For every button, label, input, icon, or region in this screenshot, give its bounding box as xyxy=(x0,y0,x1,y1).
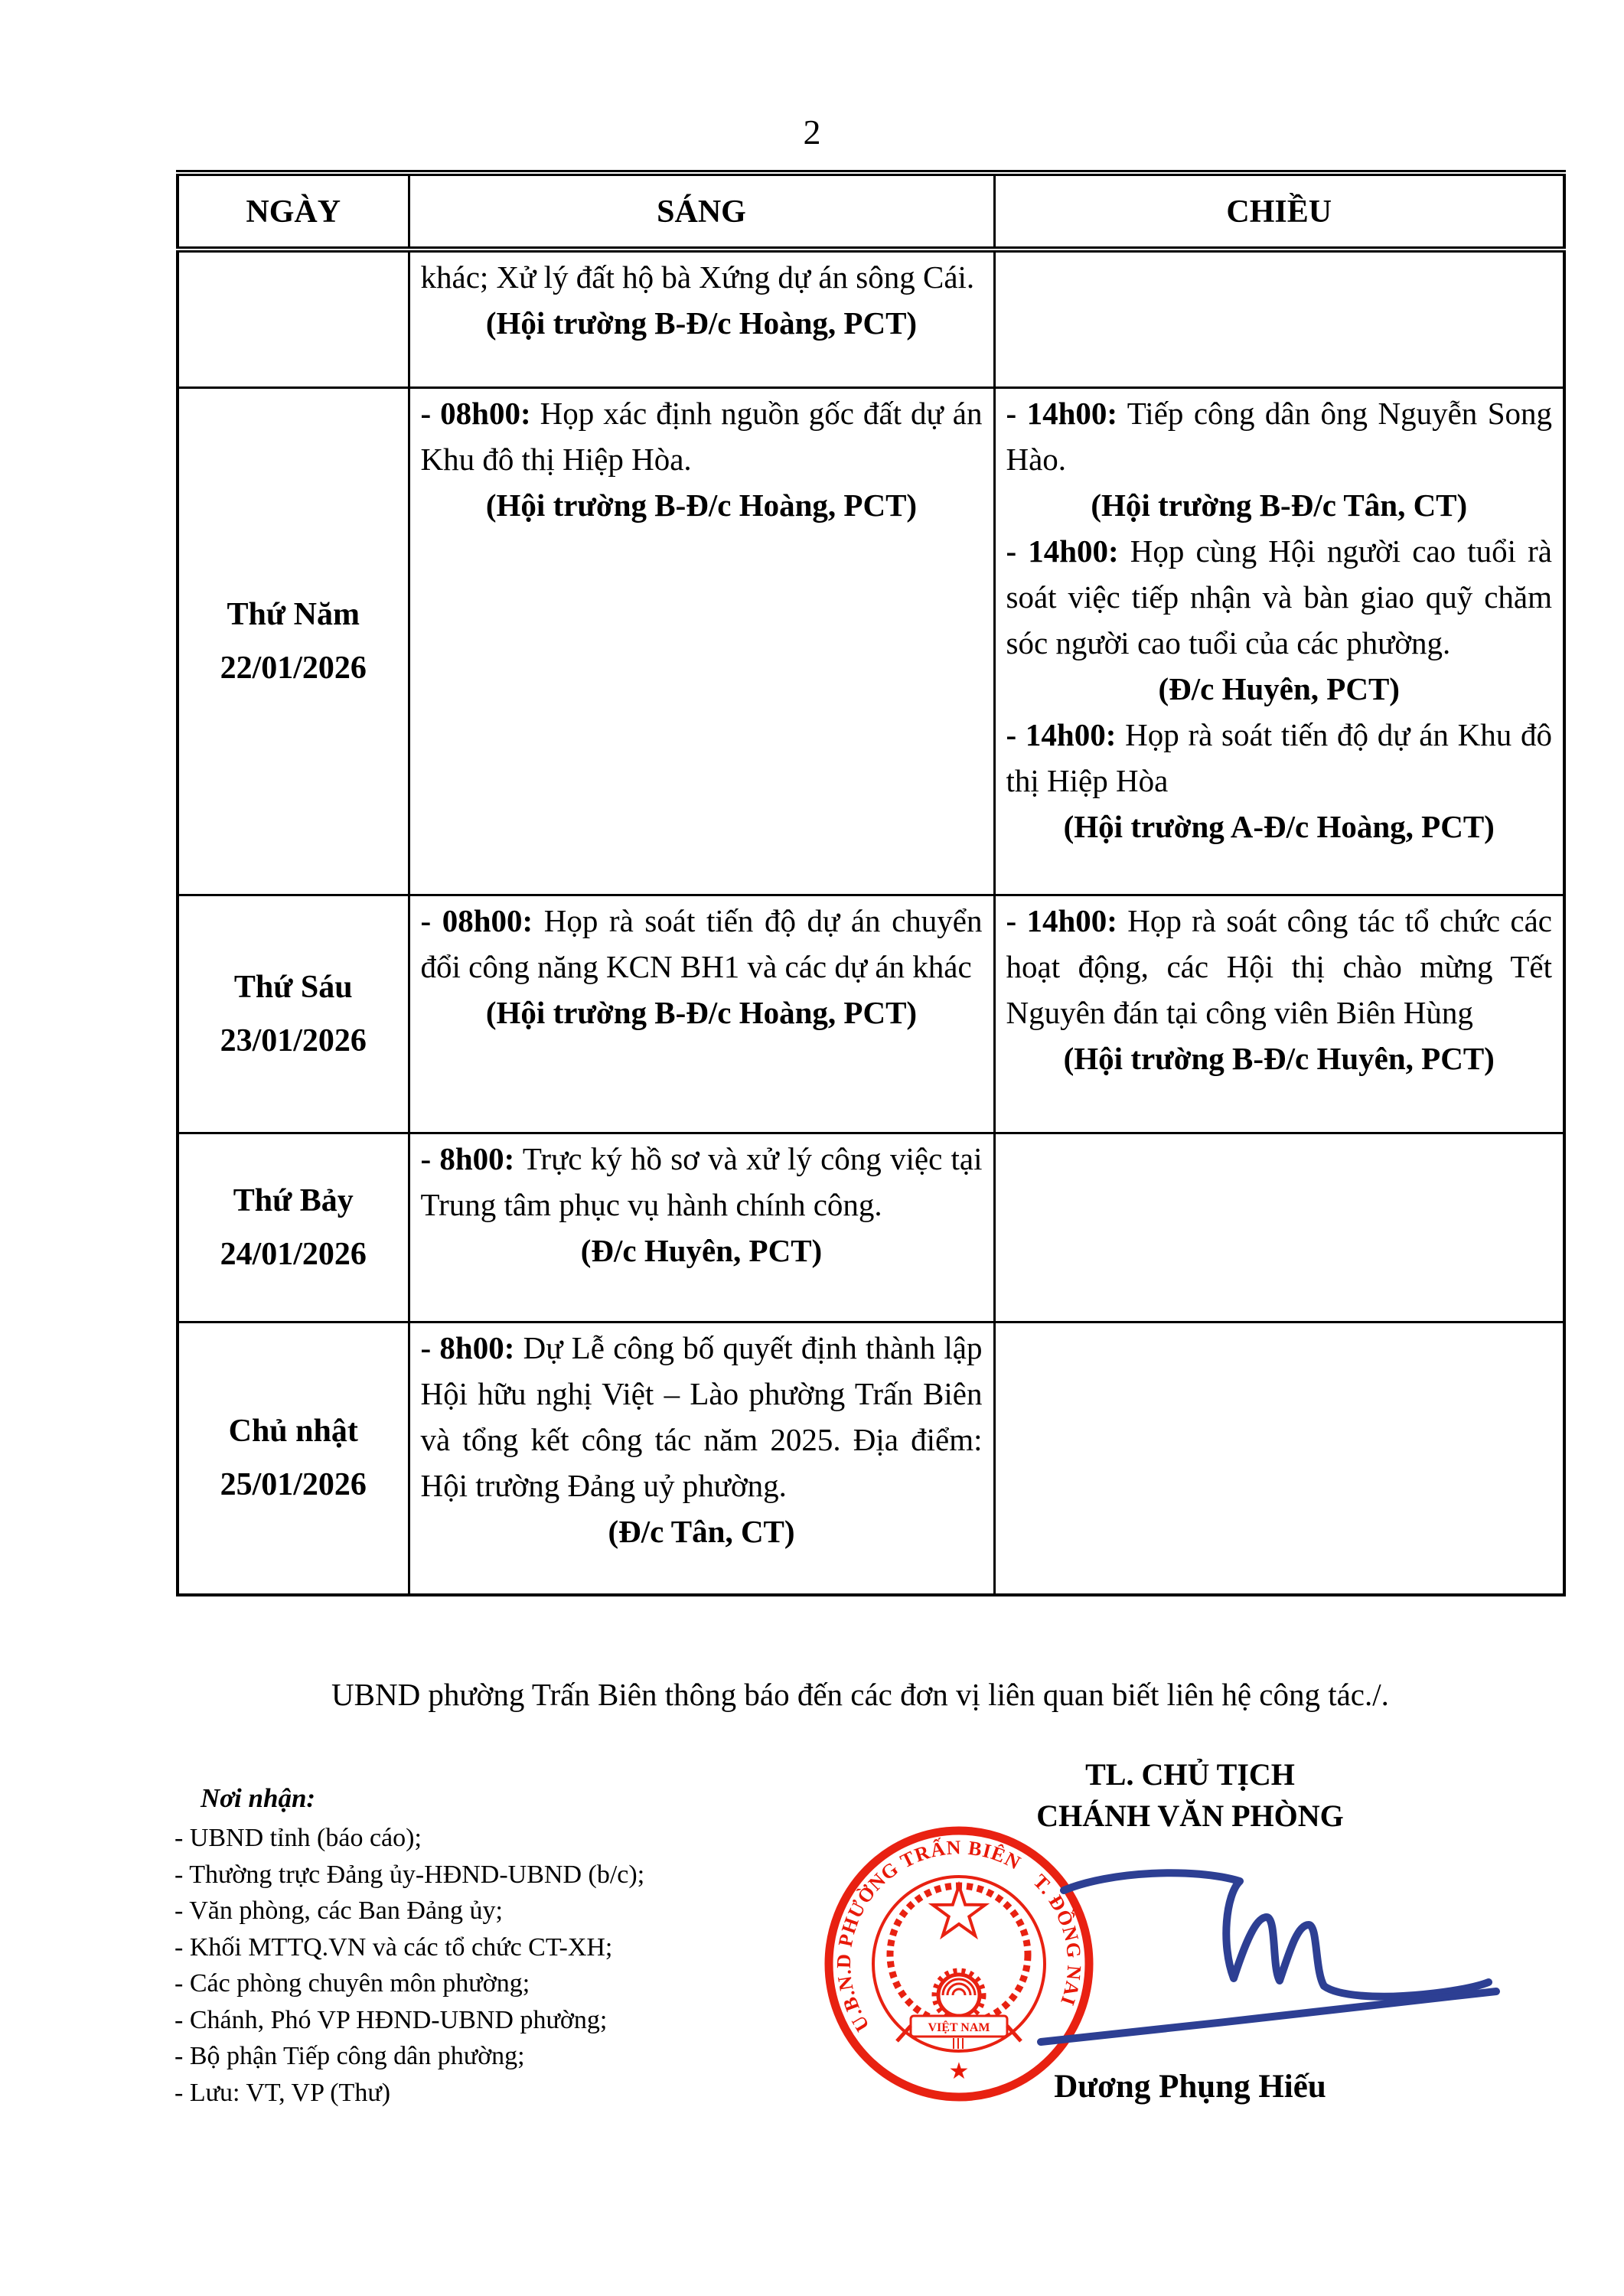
column-header-1: SÁNG xyxy=(409,173,994,249)
schedule-entry xyxy=(1006,666,1553,712)
schedule-entry xyxy=(421,898,983,990)
recipient-item: - UBND tỉnh (báo cáo); xyxy=(174,1824,422,1852)
schedule-table xyxy=(176,170,1566,1596)
page-number: 2 xyxy=(803,113,821,152)
stamp-ring-text: U.B.N.D PHƯỜNG TRẤN BIÊN xyxy=(832,1836,1025,2036)
signer-authority: TL. CHỦ TỊCH xyxy=(1085,1757,1295,1792)
signer-role: CHÁNH VĂN PHÒNG xyxy=(1036,1799,1344,1833)
schedule-entry xyxy=(421,1325,983,1508)
entry-time-or-venue: - 14h00: xyxy=(1006,902,1117,938)
schedule-entry xyxy=(421,1508,983,1554)
schedule-entry xyxy=(1006,528,1553,666)
schedule-entry xyxy=(421,390,983,482)
schedule-entry xyxy=(1006,390,1553,482)
recipient-item: - Khối MTTQ.VN và các tổ chức CT-XH; xyxy=(174,1932,613,1962)
schedule-entry xyxy=(421,990,983,1035)
entry-time-or-venue: - 8h00: xyxy=(420,1140,515,1176)
schedule-entry xyxy=(1006,804,1553,850)
signature-underline-stroke xyxy=(1041,1991,1496,2042)
morning-cell xyxy=(409,249,994,387)
recipients-list xyxy=(174,1820,644,2111)
entry-time-or-venue: - 14h00: xyxy=(1006,533,1119,569)
day-cell xyxy=(178,1133,409,1322)
stamp-banner-text: VIỆT NAM xyxy=(928,2021,990,2034)
entry-text: Họp xác định nguồn gốc đất dự án Khu đô thị Hiệp Hòa. xyxy=(420,395,983,477)
entry-time-or-venue: (Hội trường A-Đ/c Hoàng, PCT) xyxy=(1063,808,1495,844)
entry-time-or-venue: (Hội trường B-Đ/c Hoàng, PCT) xyxy=(485,305,918,341)
recipient-item: - Lưu: VT, VP (Thư) xyxy=(174,2078,391,2107)
entry-time-or-venue: (Hội trường B-Đ/c Hoàng, PCT) xyxy=(485,487,918,523)
afternoon-cell xyxy=(994,895,1564,1133)
recipient-item: - Bộ phận Tiếp công dân phường; xyxy=(174,2042,525,2070)
day-cell xyxy=(178,387,409,895)
entry-time-or-venue: (Hội trường B-Đ/c Hoàng, PCT) xyxy=(485,994,918,1030)
stamp-star-icon xyxy=(933,1886,985,1936)
day-label: Thứ Năm xyxy=(227,596,360,632)
recipient-item: - Thường trực Đảng ủy-HĐND-UBND (b/c); xyxy=(174,1860,645,1889)
recipient-item: - Các phòng chuyên môn phường; xyxy=(174,1969,530,1998)
entry-time-or-venue: (Hội trường B-Đ/c Huyên, PCT) xyxy=(1063,1040,1495,1076)
morning-cell xyxy=(409,387,994,895)
date-label: 22/01/2026 xyxy=(220,650,367,686)
table-row xyxy=(178,1322,1564,1595)
header-row xyxy=(178,173,1564,249)
entry-text: khác; Xử lý đất hộ bà Xứng dự án sông Cái. xyxy=(420,259,975,295)
morning-cell xyxy=(409,1133,994,1322)
day-label: Thứ Sáu xyxy=(233,969,353,1005)
day-label: Thứ Bảy xyxy=(233,1182,354,1218)
schedule-entry xyxy=(421,300,983,346)
schedule-entry xyxy=(421,254,983,300)
afternoon-cell xyxy=(994,387,1564,895)
schedule-body xyxy=(178,249,1564,1595)
entry-text: Họp rà soát tiến độ dự án chuyển đổi công năng KCN BH1 và các dự án khác xyxy=(420,902,983,984)
schedule-entry xyxy=(1006,1035,1553,1081)
table-row xyxy=(178,249,1564,387)
schedule-entry xyxy=(1006,712,1553,804)
schedule-entry xyxy=(1006,898,1553,1035)
afternoon-cell xyxy=(994,1133,1564,1322)
recipients-title: Nơi nhận: xyxy=(201,1783,316,1813)
recipient-item: - Chánh, Phó VP HĐND-UBND phường; xyxy=(174,2005,608,2034)
schedule-entry xyxy=(421,482,983,528)
morning-cell xyxy=(409,1322,994,1595)
entry-text: Dự Lễ công bố quyết định thành lập Hội hữu nghị Việt – Lào phường Trấn Biên và tổng kết công tác năm 2025. Địa điểm: Hội trường Đảng uỷ phường. xyxy=(420,1329,983,1503)
entry-time-or-venue: - 8h00: xyxy=(420,1329,515,1365)
closing-paragraph: UBND phường Trấn Biên thông báo đến các đơn vị liên quan biết liên hệ công tác./. xyxy=(331,1677,1389,1712)
schedule-entry xyxy=(421,1228,983,1274)
entry-text: Họp cùng Hội người cao tuổi rà soát việc tiếp nhận và bàn giao quỹ chăm sóc người cao tuổi của các phường. xyxy=(1006,533,1552,660)
date-label: 23/01/2026 xyxy=(220,1022,367,1058)
entry-time-or-venue: - 14h00: xyxy=(1006,395,1118,431)
day-cell xyxy=(178,249,409,387)
entry-time-or-venue: - 08h00: xyxy=(420,902,533,938)
date-label: 25/01/2026 xyxy=(220,1467,367,1503)
entry-time-or-venue: (Đ/c Huyên, PCT) xyxy=(580,1232,823,1268)
stamp-bottom-star-icon: ★ xyxy=(948,2059,970,2084)
entry-time-or-venue: - 14h00: xyxy=(1006,716,1117,752)
day-label: Chủ nhật xyxy=(228,1414,358,1450)
date-label: 24/01/2026 xyxy=(220,1236,367,1272)
table-row xyxy=(178,387,1564,895)
column-header-2: CHIỀU xyxy=(994,173,1564,249)
column-header-0: NGÀY xyxy=(178,173,409,249)
entry-text: Tiếp công dân ông Nguyễn Song Hào. xyxy=(1006,395,1552,477)
signature-handwriting xyxy=(980,1852,1515,2059)
table-row xyxy=(178,895,1564,1133)
schedule-entry xyxy=(1006,482,1553,528)
entry-time-or-venue: (Hội trường B-Đ/c Tân, CT) xyxy=(1091,487,1468,523)
stamp-province-text: T. ĐỒNG NAI xyxy=(1029,1870,1086,2009)
entry-time-or-venue: (Đ/c Tân, CT) xyxy=(608,1513,795,1549)
entry-text: Họp rà soát công tác tổ chức các hoạt động, các Hội thị chào mừng Tết Nguyên đán tại công viên Biên Hùng xyxy=(1006,902,1552,1030)
entry-text: Trực ký hồ sơ và xử lý công việc tại Trung tâm phục vụ hành chính công. xyxy=(420,1140,983,1222)
entry-time-or-venue: - 08h00: xyxy=(420,395,531,431)
signer-name: Dương Phụng Hiếu xyxy=(1054,2069,1326,2105)
table-row xyxy=(178,1133,1564,1322)
recipient-item: - Văn phòng, các Ban Đảng ủy; xyxy=(174,1896,503,1925)
entry-text: Họp rà soát tiến độ dự án Khu đô thị Hiệp Hòa xyxy=(1006,716,1553,798)
entry-time-or-venue: (Đ/c Huyên, PCT) xyxy=(1158,670,1400,706)
morning-cell xyxy=(409,895,994,1133)
day-cell xyxy=(178,1322,409,1595)
afternoon-cell xyxy=(994,249,1564,387)
schedule-entry xyxy=(421,1136,983,1228)
afternoon-cell xyxy=(994,1322,1564,1595)
signature-stroke xyxy=(1064,1873,1489,1996)
day-cell xyxy=(178,895,409,1133)
